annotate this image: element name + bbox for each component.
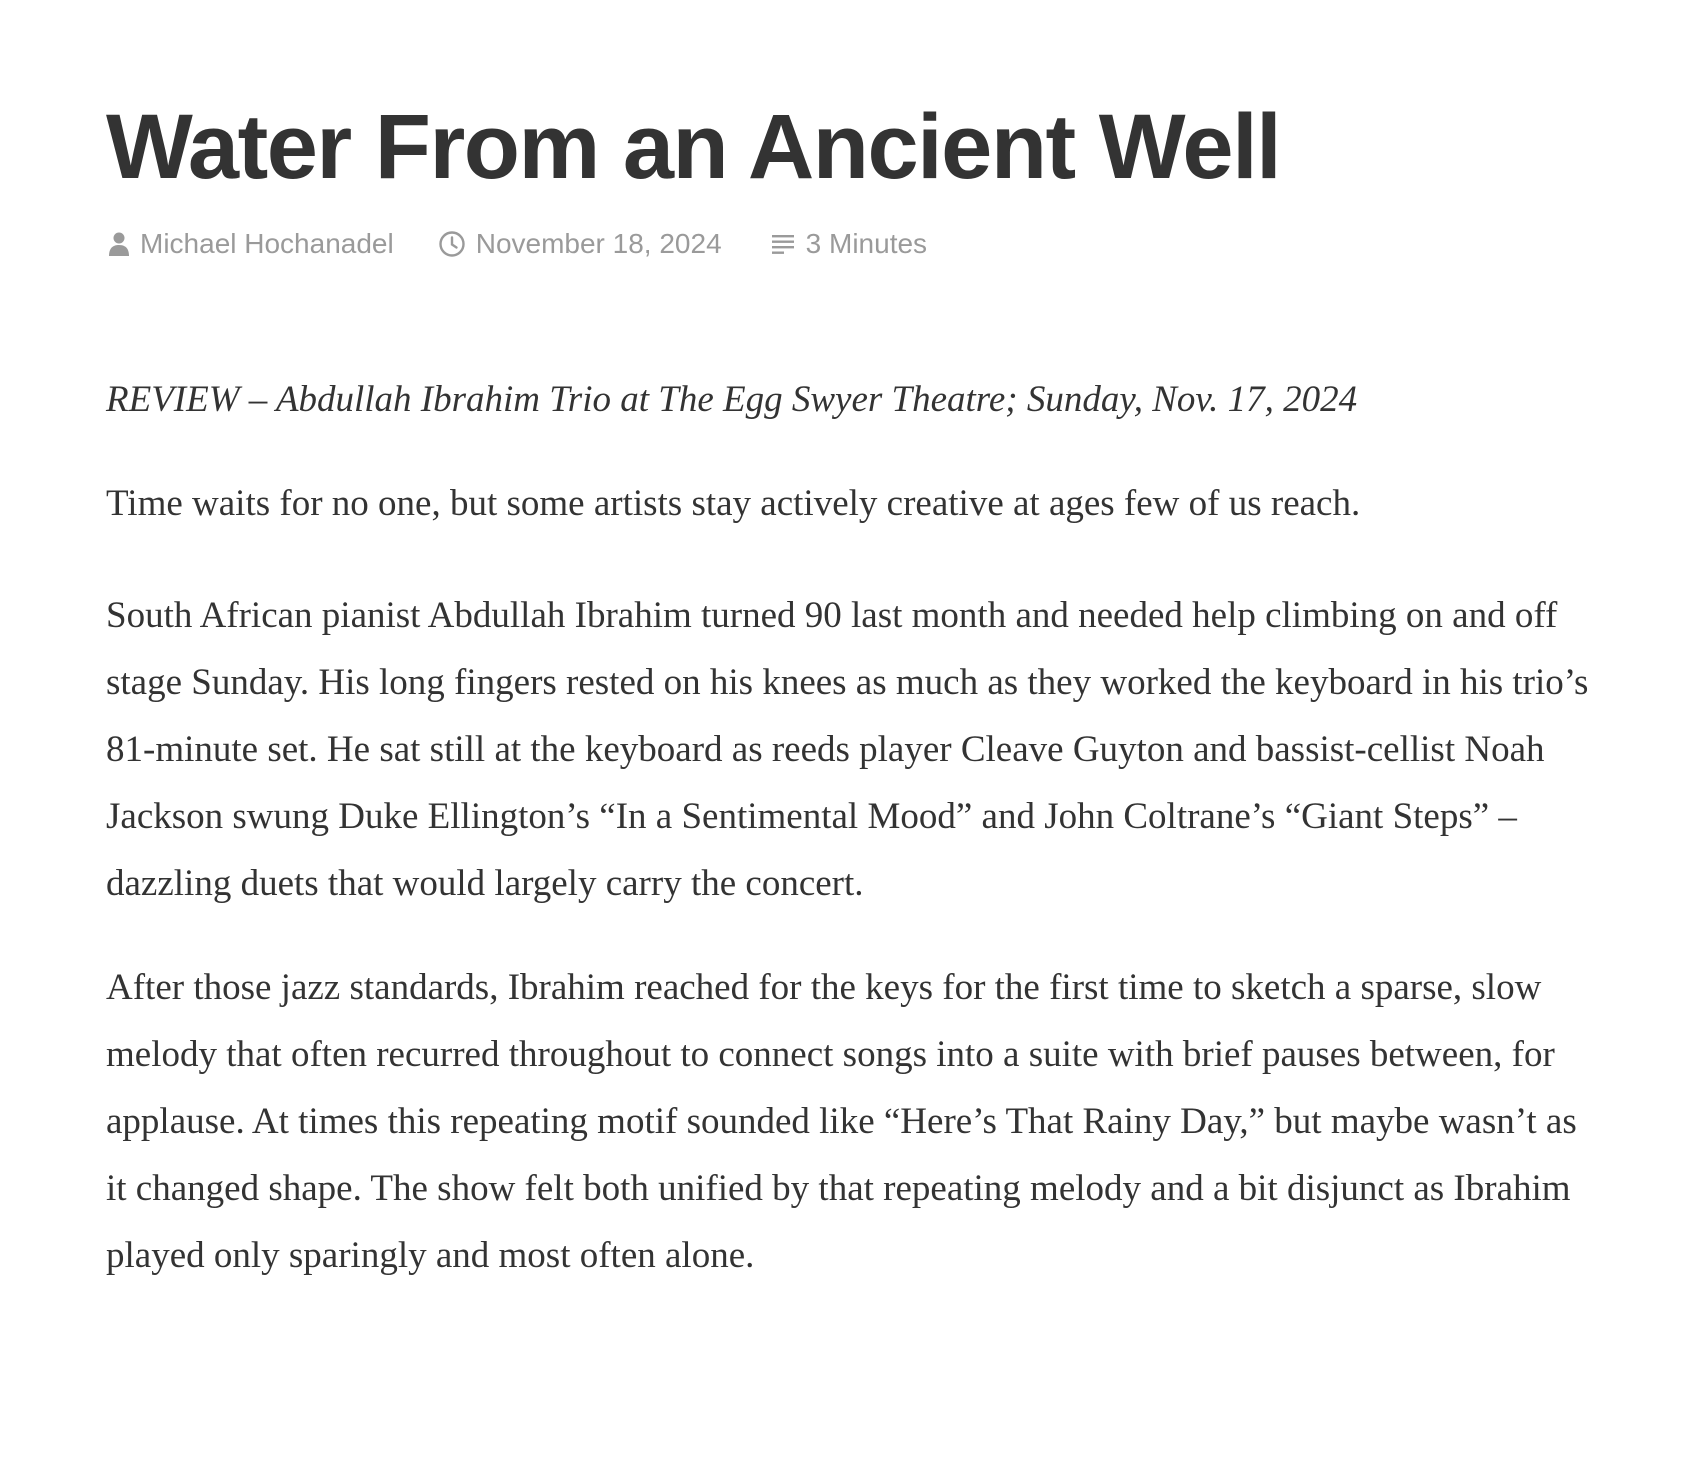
paragraph: South African pianist Abdullah Ibrahim turned 90 last month and needed help climbing on and off stage Sunday. His long fingers rested on his knees as much as they worked the keyboard in his trio’s 81-minute set. He sat still at the keyboard as reeds player Cleave Guyton and bassist-cellist Noah Jackson swung Duke Ellington’s “In a Sentimental Mood” and John Coltrane’s “Giant Steps” – dazzling duets that would largely carry the concert. (106, 595, 1589, 904)
author-link[interactable]: Michael Hochanadel (140, 228, 394, 259)
post-meta (108, 228, 927, 260)
date-link[interactable]: November 18, 2024 (475, 228, 722, 259)
paragraph: After those jazz standards, Ibrahim reached for the keys for the first time to sketch a sparse, slow melody that often recurred throughout to connect songs into a suite with brief pauses between, for applause. At times this repeating motif sounded like “Here’s That Rainy Day,” but maybe wasn’t as it changed shape. The show felt both unified by that repeating melody and a bit disjunct as Ibrahim played only sparingly and most often alone. (106, 967, 1577, 1276)
article-body (106, 374, 1606, 1326)
post-author (108, 228, 394, 260)
page-title: Water From an Ancient Well (106, 96, 1281, 198)
review-heading: REVIEW – Abdullah Ibrahim Trio at The Egg Swyer Theatre; Sunday, Nov. 17, 2024 (106, 379, 1358, 420)
person-icon (108, 231, 140, 257)
reading-time-icon (770, 232, 806, 256)
reading-time-label: 3 Minutes (805, 228, 928, 259)
post-date (438, 228, 722, 260)
paragraph: Time waits for no one, but some artists stay actively creative at ages few of us reach. (106, 483, 1361, 524)
clock-icon (438, 230, 476, 258)
reading-time (770, 228, 927, 260)
